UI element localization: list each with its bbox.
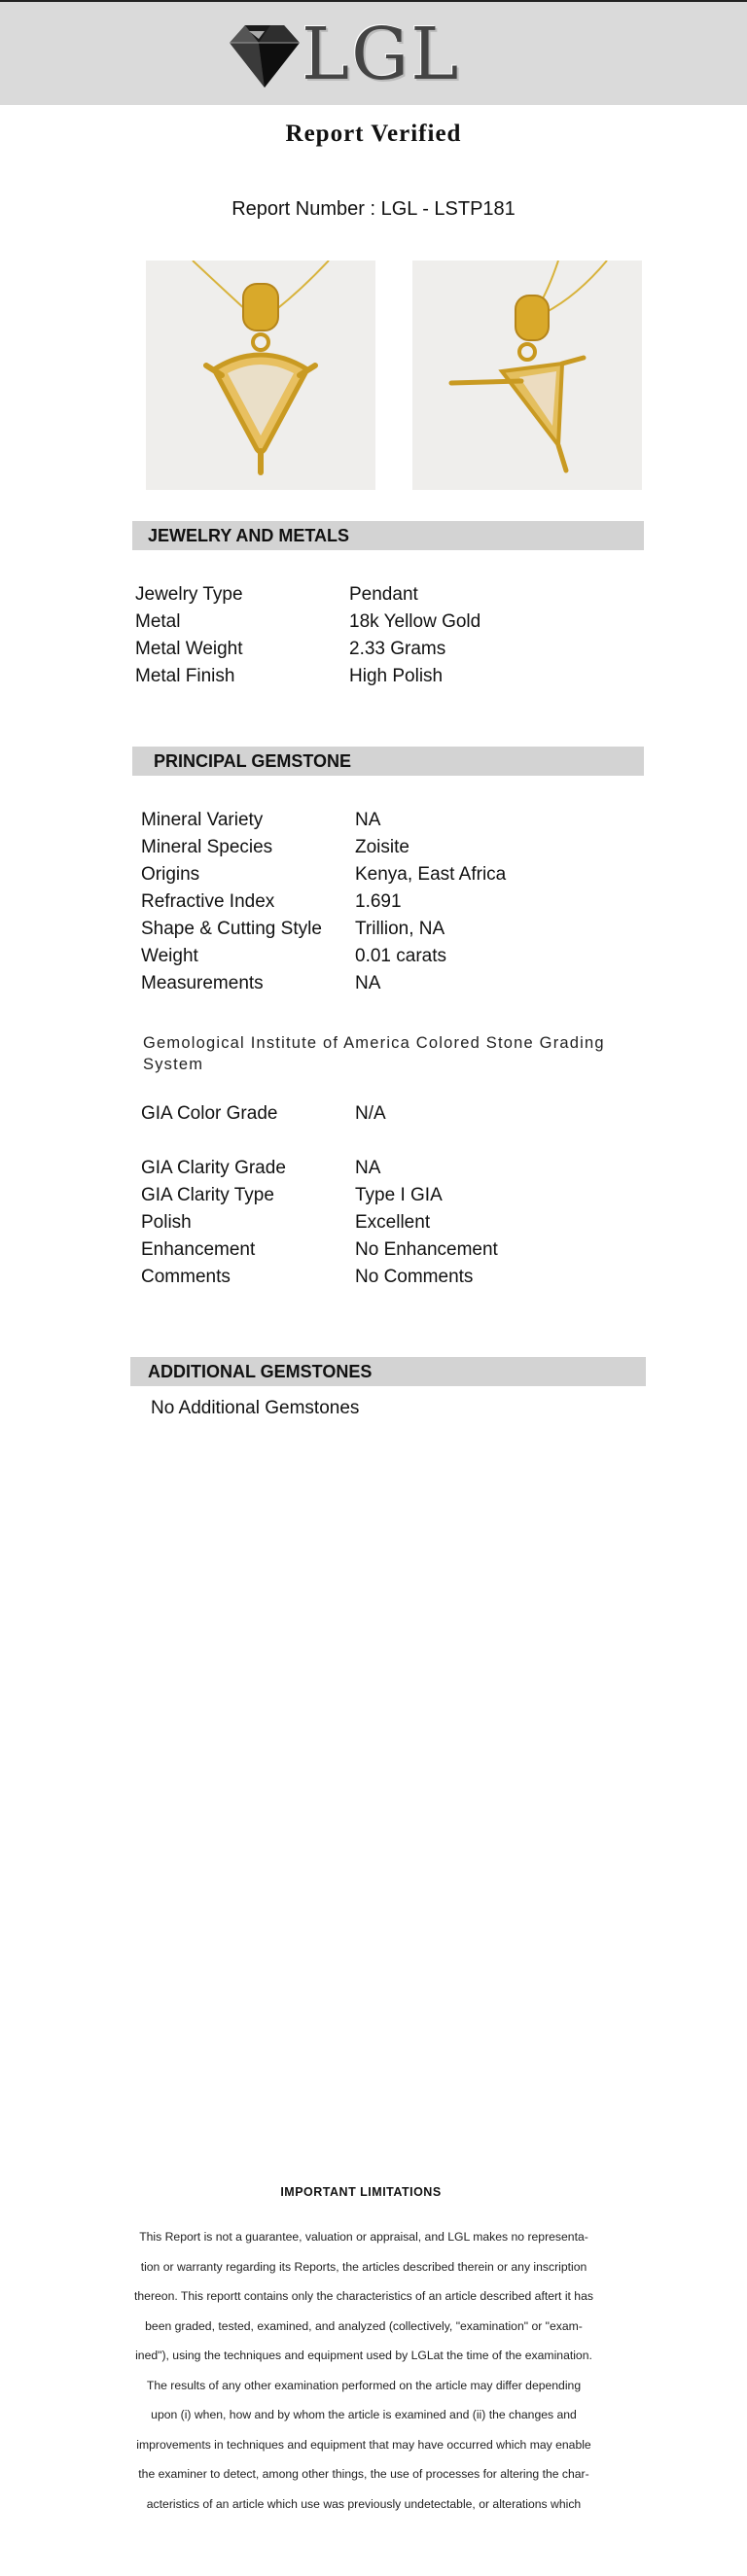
detail-row — [141, 861, 506, 888]
detail-row — [135, 636, 480, 663]
detail-label: Mineral Variety — [141, 810, 264, 830]
lgl-logo — [226, 13, 479, 96]
detail-row — [135, 581, 480, 609]
pendant-front-photo — [146, 261, 375, 490]
detail-value: Type I GIA — [355, 1185, 443, 1205]
detail-row — [141, 1264, 498, 1291]
detail-row — [141, 807, 506, 834]
detail-value: Trillion, NA — [355, 919, 445, 939]
no-additional-gemstones: No Additional Gemstones — [151, 1398, 360, 1418]
detail-row — [141, 888, 506, 916]
principal-details — [141, 807, 506, 997]
detail-label: Polish — [141, 1212, 192, 1233]
detail-value: No Comments — [355, 1267, 474, 1287]
detail-value: 0.01 carats — [355, 946, 446, 966]
limitations-line: tion or warranty regarding its Reports, the articles described therein or any inscription — [140, 2259, 587, 2274]
section-heading-jewelry: JEWELRY AND METALS — [132, 521, 644, 550]
detail-label: Measurements — [141, 973, 264, 993]
detail-value: No Enhancement — [355, 1239, 498, 1260]
header-banner — [0, 0, 747, 105]
detail-row — [141, 970, 506, 997]
diamond-icon — [226, 19, 303, 91]
detail-label: GIA Clarity Type — [141, 1185, 274, 1205]
detail-row — [141, 1209, 498, 1236]
detail-label: Enhancement — [141, 1239, 256, 1260]
gia-clarity-details — [141, 1155, 498, 1291]
detail-label: Comments — [141, 1267, 231, 1287]
detail-label: Metal Finish — [135, 666, 235, 686]
jewelry-details — [135, 581, 480, 690]
gia-color-details — [141, 1100, 386, 1128]
detail-label: Jewelry Type — [135, 584, 243, 605]
limitations-line: ined"), using the techniques and equipment used by LGLat the time of the examination. — [135, 2349, 592, 2362]
detail-value: 2.33 Grams — [349, 639, 446, 659]
detail-value: 1.691 — [355, 891, 402, 912]
detail-label: Mineral Species — [141, 837, 273, 857]
limitations-text — [101, 2222, 626, 2519]
report-number: Report Number : LGL - LSTP181 — [231, 198, 516, 220]
detail-label: GIA Clarity Grade — [141, 1158, 286, 1178]
detail-row — [141, 1100, 386, 1128]
detail-row — [141, 916, 506, 943]
detail-row — [141, 1155, 498, 1182]
limitations-line: The results of any other examination performed on the article may differ depending — [146, 2378, 582, 2392]
detail-label: Refractive Index — [141, 891, 275, 912]
detail-value: NA — [355, 1158, 381, 1178]
limitations-line: the examiner to detect, among other things, the use of processes for altering the char- — [138, 2467, 589, 2481]
section-heading-additional: ADDITIONAL GEMSTONES — [130, 1357, 646, 1386]
detail-value: High Polish — [349, 666, 444, 686]
detail-value: Pendant — [349, 584, 418, 605]
detail-label: Metal Weight — [135, 639, 243, 659]
limitations-line: acteristics of an article which use was previously undetectable, or alterations which — [146, 2496, 582, 2511]
page-title: Report Verified — [285, 121, 462, 147]
limitations-line: upon (i) when, how and by whom the article is examined and (ii) the changes and — [151, 2408, 577, 2421]
section-heading-principal: PRINCIPAL GEMSTONE — [132, 747, 644, 776]
detail-value: Zoisite — [355, 837, 409, 857]
detail-value: NA — [355, 973, 381, 993]
detail-label: Origins — [141, 864, 200, 885]
detail-row — [141, 834, 506, 861]
gia-grading-note: Gemological Institute of America Colored Stone Grading System — [143, 1034, 605, 1073]
detail-value: 18k Yellow Gold — [349, 611, 481, 632]
logo-text: LGL — [302, 13, 461, 96]
detail-label: GIA Color Grade — [141, 1103, 278, 1124]
detail-value: N/A — [355, 1103, 386, 1124]
limitations-line: thereon. This reportt contains only the characteristics of an article described aftert it has — [134, 2289, 593, 2303]
detail-value: NA — [355, 810, 381, 830]
detail-label: Weight — [141, 946, 198, 966]
detail-row — [141, 1182, 498, 1209]
detail-row — [135, 663, 480, 690]
pendant-side-photo — [412, 261, 642, 490]
limitations-line: improvements in techniques and equipment that may have occurred which may enable — [136, 2437, 591, 2452]
limitations-line: This Report is not a guarantee, valuation or appraisal, and LGL makes no representa- — [139, 2230, 588, 2244]
detail-row — [135, 609, 480, 636]
detail-value: Kenya, East Africa — [355, 864, 507, 885]
detail-row — [141, 1236, 498, 1264]
detail-value: Excellent — [355, 1212, 431, 1233]
limitations-heading: IMPORTANT LIMITATIONS — [280, 2185, 442, 2199]
detail-label: Shape & Cutting Style — [141, 919, 322, 939]
detail-label: Metal — [135, 611, 181, 632]
detail-row — [141, 943, 506, 970]
limitations-line: been graded, tested, examined, and analyzed (collectively, "examination" or "exam- — [145, 2318, 583, 2333]
